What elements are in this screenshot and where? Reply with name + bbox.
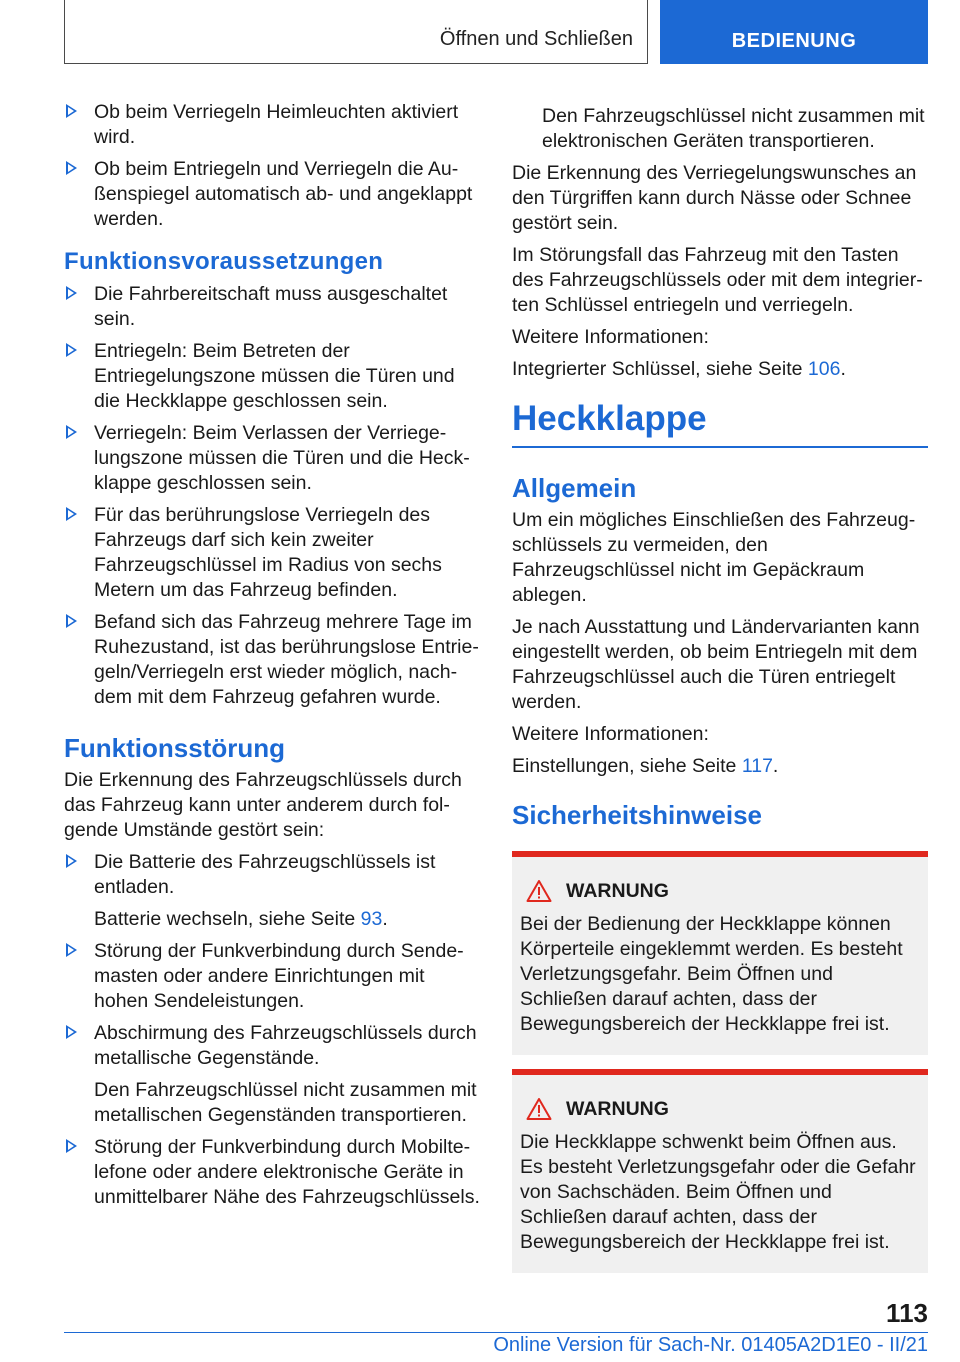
heading-allgemein: Allgemein: [512, 473, 637, 503]
paragraph: Weitere Informationen:: [512, 326, 709, 348]
footer-divider: [64, 1332, 928, 1333]
left-column: [64, 100, 480, 1217]
bullet-icon: [66, 104, 77, 118]
bullet-icon: [66, 161, 77, 175]
list-item: Entriegeln: Beim Betreten der Entriegelungszone müssen die Türen und die Heckklappe geschlossen sein.: [64, 339, 480, 414]
bullet-icon: [66, 343, 77, 357]
warning-text: Bei der Bedienung der Heckklappe können Körperteile eingeklemmt werden. Es besteht Verletzungsgefahr. Beim Öffnen und Schließen darauf achten, dass der Bewegungsbereich der Heckklappe frei ist.: [520, 913, 903, 1035]
bullet-icon: [66, 425, 77, 439]
list-item: Für das berührungslose Verriegeln des Fahrzeugs darf sich kein zweiter Fahrzeugschlüssel im Radius von sechs Metern um das Fahrzeug befinden.: [64, 503, 480, 603]
right-column: [512, 104, 928, 1287]
warning-box: [512, 1069, 928, 1273]
list-item: Ob beim Entriegeln und Verriegeln die Außenspiegel automatisch ab- und angeklappt werden.: [64, 157, 480, 232]
list-item: Ob beim Verriegeln Heimleuchten aktiviert wird.: [64, 100, 480, 150]
paragraph: Um ein mögliches Einschließen des Fahrzeugschlüssels zu vermeiden, den Fahrzeugschlüssel nicht im Gepäckraum ablegen.: [512, 509, 916, 606]
chapter-tab-label: BEDIENUNG: [731, 30, 857, 52]
bullet-icon: [66, 854, 77, 868]
page-number: 113: [886, 1298, 928, 1328]
heading-funktionsvoraussetzungen: Funktionsvoraussetzungen: [64, 248, 384, 275]
page-header: [64, 0, 928, 66]
paragraph: Weitere Informationen:: [512, 723, 709, 745]
cross-reference: Einstellungen, siehe Seite 117.: [512, 755, 779, 777]
footer-online-version: Online Version für Sach-Nr. 01405A2D1E0 - II/21: [493, 1334, 928, 1356]
section-header-box: [64, 0, 648, 64]
warning-box: [512, 851, 928, 1055]
bullet-icon: [66, 614, 77, 628]
warning-text: Die Heckklappe schwenkt beim Öffnen aus. Es besteht Verletzungsgefahr oder die Gefahr von Sachschäden. Beim Öffnen und Schließen darauf achten, dass der Bewegungsbereich der Heckklappe frei ist.: [520, 1131, 916, 1253]
cross-reference: Batterie wechseln, siehe Seite 93.: [94, 908, 388, 930]
bullet-icon: [66, 1025, 77, 1039]
warning-title: WARNUNG: [566, 1098, 669, 1120]
paragraph: Im Störungsfall das Fahrzeug mit den Tasten des Fahrzeugschlüssels oder mit dem integrierten Schlüssel entriegeln und verriegeln.: [512, 244, 923, 316]
page-link-117[interactable]: 117: [741, 755, 773, 777]
cross-reference: Integrierter Schlüssel, siehe Seite 106.: [512, 358, 846, 380]
list-item: Abschirmung des Fahrzeugschlüssels durch metallische Gegenstände.: [64, 1021, 480, 1071]
warning-header: [526, 1097, 920, 1122]
heading-sicherheitshinweise: Sicherheitshinweise: [512, 800, 762, 830]
page-link-93[interactable]: 93: [360, 908, 383, 930]
chapter-tab[interactable]: [660, 0, 928, 64]
warning-triangle-icon: [526, 1097, 552, 1121]
list-item: Störung der Funkverbindung durch Sendemasten oder andere Einrichtungen mit hohen Sendeleistungen.: [64, 939, 480, 1014]
warning-triangle-icon: [526, 879, 552, 903]
sub-paragraph: Den Fahrzeugschlüssel nicht zusammen mit elektronischen Geräten transportieren.: [542, 105, 925, 152]
sub-paragraph: Den Fahrzeugschlüssel nicht zusammen mit metallischen Gegenständen transportieren.: [94, 1079, 477, 1126]
warning-title: WARNUNG: [566, 880, 669, 902]
bullet-icon: [66, 943, 77, 957]
bullet-icon: [66, 1139, 77, 1153]
list-item: Befand sich das Fahrzeug mehrere Tage im Ruhezustand, ist das berührungslose Entriegeln/Verriegeln erst wieder möglich, nachdem mit dem Fahrzeug gefahren wurde.: [64, 610, 480, 710]
list-item: Verriegeln: Beim Verlassen der Verriegelungszone müssen die Türen und die Heckklappe geschlossen sein.: [64, 421, 480, 496]
paragraph: Die Erkennung des Verriegelungswunsches an den Türgriffen kann durch Nässe oder Schnee gestört sein.: [512, 162, 917, 234]
section-title: Öffnen und Schließen: [439, 28, 633, 50]
paragraph: Je nach Ausstattung und Ländervarianten kann eingestellt werden, ob beim Entriegeln mit dem Fahrzeugschlüssel auch die Türen entriegelt werden.: [512, 616, 920, 713]
list-item: Störung der Funkverbindung durch Mobiltelefone oder andere elektronische Geräte in unmittelbarer Nähe des Fahrzeugschlüssels.: [64, 1135, 480, 1210]
paragraph: Die Erkennung des Fahrzeugschlüssels durch das Fahrzeug kann unter anderem durch folgende Umstände gestört sein:: [64, 769, 462, 841]
bullet-icon: [66, 286, 77, 300]
bullet-icon: [66, 507, 77, 521]
list-item: Die Fahrbereitschaft muss ausgeschaltet sein.: [64, 282, 480, 332]
heading-funktionsstoerung: Funktionsstörung: [64, 733, 285, 763]
list-item: Die Batterie des Fahrzeugschlüssels ist entladen.: [64, 850, 480, 900]
page-link-106[interactable]: 106: [807, 358, 841, 380]
warning-header: [526, 879, 920, 904]
heading-heckklappe: Heckklappe: [512, 398, 928, 448]
